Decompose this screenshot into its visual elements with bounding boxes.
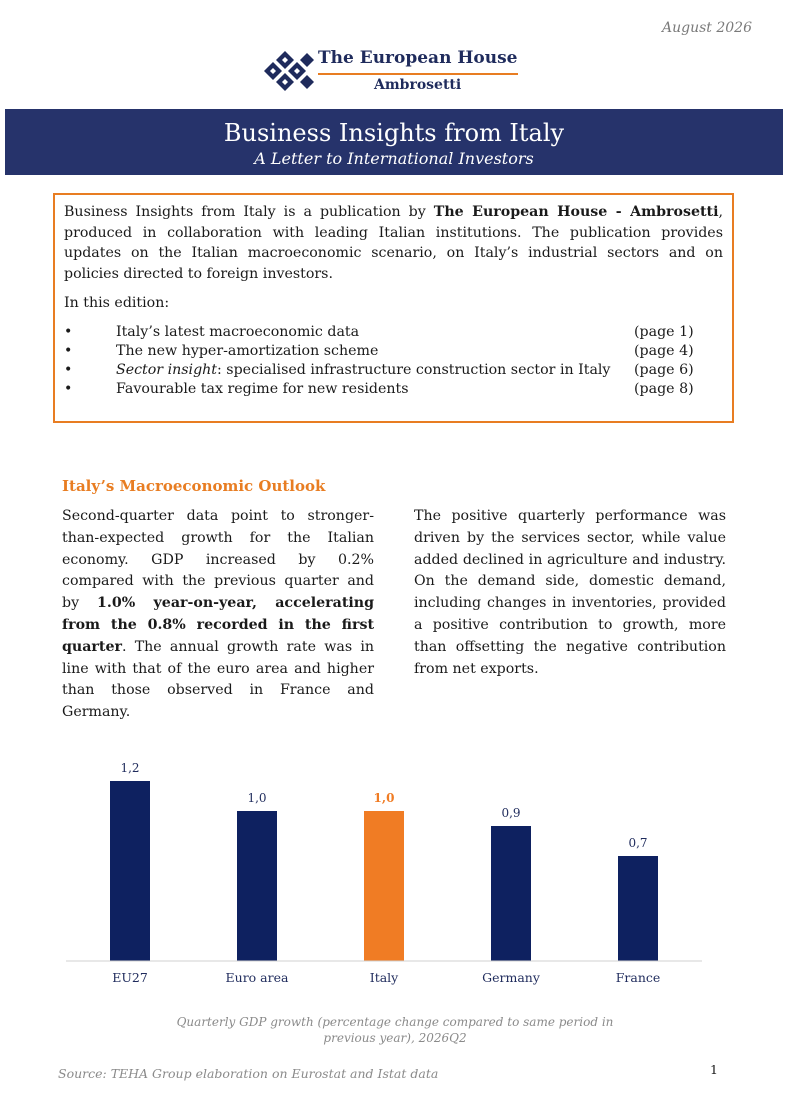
toc-item-label: Favourable tax regime for new residents <box>116 380 409 397</box>
section-title: Italy’s Macroeconomic Outlook <box>62 477 326 495</box>
title-banner <box>5 109 783 175</box>
banner-title: Business Insights from Italy <box>223 119 565 147</box>
intro-text-after: , produced in collaboration with leading Italian institutions. The publication provides updates on the Italian macroeconomic scenario, on Italy’s industrial sectors and on policies directed to foreign investors. <box>64 204 723 282</box>
page-number: 1 <box>710 1062 718 1077</box>
chart-category-label: EU27 <box>112 970 148 985</box>
chart-category-label: Italy <box>369 970 399 985</box>
logo-name: The European House <box>318 48 518 68</box>
banner-subtitle: A Letter to International Investors <box>254 149 534 168</box>
chart-bar <box>618 856 658 961</box>
chart-category-label: Germany <box>482 970 540 985</box>
intro-text-before: Business Insights from Italy is a publication by <box>64 204 434 220</box>
bullet-icon: • <box>64 380 73 397</box>
toc-item[interactable] <box>64 380 723 399</box>
chart-bar <box>237 811 277 961</box>
chart-bar <box>491 826 531 961</box>
bullet-icon: • <box>64 361 73 378</box>
chart-value-label: 1,0 <box>373 791 395 805</box>
right-column <box>414 506 726 680</box>
chart-bar <box>364 811 404 961</box>
intro-box <box>53 193 734 423</box>
toc-item-page: (page 8) <box>634 380 694 397</box>
chart-value-label: 1,0 <box>247 791 267 805</box>
toc-item[interactable] <box>64 323 723 342</box>
toc-item[interactable] <box>64 342 723 361</box>
gdp-growth-chart <box>60 745 710 1005</box>
chart-category-label: Euro area <box>225 970 289 985</box>
teha-logo <box>262 48 532 94</box>
intro-paragraph <box>64 202 723 284</box>
toc-item-label: The new hyper-amortization scheme <box>116 342 379 359</box>
left-column <box>62 506 374 724</box>
chart-caption: Quarterly GDP growth (percentage change compared to same period in previous year), 2026Q2 <box>176 1015 614 1045</box>
right-paragraph: The positive quarterly performance was driven by the services sector, while value added declined in agriculture and industry. On the demand side, domestic demand, including changes in inventories, provided a positive contribution to growth, more than offsetting the negative contribution from net exports. <box>414 508 726 677</box>
edition-contents <box>64 323 723 399</box>
source-note: Source: TEHA Group elaboration on Eurostat and Istat data <box>58 1066 439 1081</box>
chart-value-label: 0,7 <box>628 836 648 850</box>
gdp-highlight: 1.0% year-on-year, accelerating from the 0.8% recorded in the first quarter <box>62 595 375 655</box>
bullet-icon: • <box>64 342 73 359</box>
chart-value-label: 0,9 <box>501 806 521 820</box>
toc-item-page: (page 4) <box>634 342 694 359</box>
chart-bar <box>110 781 150 961</box>
left-paragraph: Second-quarter data point to stronger-than-expected growth for the Italian economy. GDP increased by 0.2% compared with the previous quarter and by 1.0% year-on-year, accelerating from the 0.8% recorded in the first quarter. The annual growth rate was in line with that of the euro area and higher than those observed in France and Germany. <box>62 508 375 721</box>
toc-item-label: Sector insight: specialised infrastructure construction sector in Italy <box>116 361 611 378</box>
logo-mark-icon <box>262 48 314 94</box>
bullet-icon: • <box>64 323 73 340</box>
logo-rule <box>318 73 518 75</box>
toc-item[interactable] <box>64 361 723 380</box>
toc-item-page: (page 1) <box>634 323 694 340</box>
logo-subname: Ambrosetti <box>374 77 462 93</box>
intro-publisher: The European House - Ambrosetti <box>433 204 719 220</box>
chart-category-label: France <box>615 970 661 985</box>
toc-item-label: Italy’s latest macroeconomic data <box>116 323 360 340</box>
chart-value-label: 1,2 <box>120 761 140 775</box>
toc-item-page: (page 6) <box>634 361 694 378</box>
edition-label: In this edition: <box>64 295 170 311</box>
publication-date: August 2026 <box>662 20 752 36</box>
